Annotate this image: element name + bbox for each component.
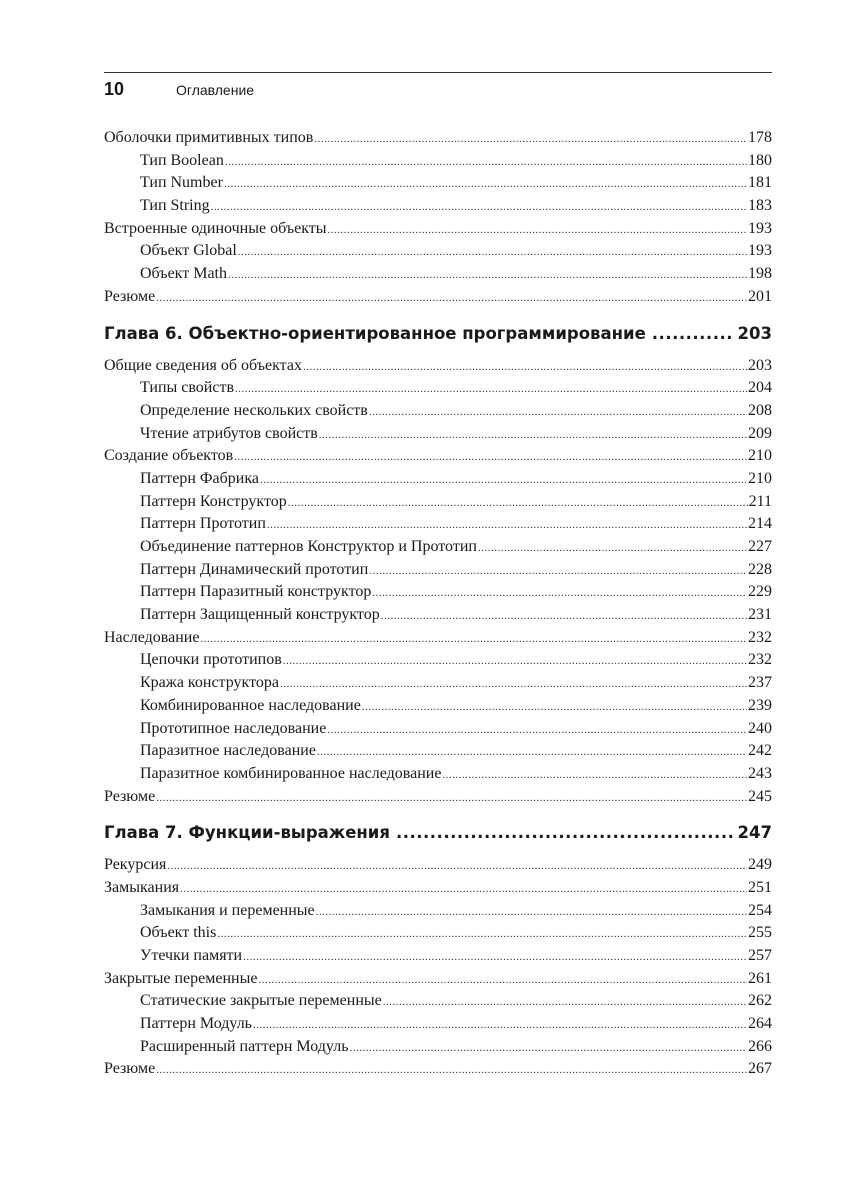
toc-entry-title: Статические закрытые переменные <box>140 992 382 1010</box>
toc-entry-page: 266 <box>748 1037 772 1055</box>
dot-leader <box>235 378 747 401</box>
dot-leader <box>381 605 747 628</box>
toc-entry-page: 211 <box>748 492 772 510</box>
toc-entry-title: Цепочки прототипов <box>140 651 282 669</box>
toc-entry-page: 243 <box>748 764 772 782</box>
toc-entry-title: Замыкания и переменные <box>140 901 315 919</box>
dot-leader <box>217 923 747 946</box>
toc-entry-page: 232 <box>748 628 772 646</box>
dot-leader <box>267 514 747 537</box>
toc-entry-title: Чтение атрибутов свойств <box>140 424 318 442</box>
toc-entry-page: 240 <box>748 719 772 737</box>
toc-entry[interactable] <box>104 150 772 173</box>
toc-entry[interactable] <box>104 672 772 695</box>
toc-entry[interactable] <box>104 263 772 286</box>
toc-entry-page: 242 <box>748 742 772 760</box>
toc-entry-page: 209 <box>748 424 772 442</box>
toc-entry-page: 249 <box>748 856 772 874</box>
toc-entry-title: Объединение паттернов Конструктор и Прототип <box>140 538 477 555</box>
toc-entry[interactable] <box>104 854 772 877</box>
dot-leader <box>478 537 747 560</box>
toc-entry[interactable] <box>104 900 772 923</box>
dot-leader <box>317 741 747 764</box>
dot-leader <box>327 719 747 742</box>
toc-entry[interactable] <box>104 1036 772 1059</box>
dot-leader <box>260 469 747 492</box>
toc-entry-page: 245 <box>748 787 772 805</box>
dot-leader <box>316 901 747 924</box>
toc-chapter-7[interactable] <box>104 818 772 848</box>
toc-entry[interactable] <box>104 649 772 672</box>
toc-entry-page: 203 <box>748 356 772 374</box>
toc-entry-page: 232 <box>748 651 772 669</box>
dot-leader <box>350 1037 747 1060</box>
dot-leader <box>200 628 747 651</box>
dot-leader <box>280 673 747 696</box>
toc-entry[interactable] <box>104 718 772 741</box>
toc-entry-page: 210 <box>748 447 772 465</box>
toc-entry[interactable] <box>104 945 772 968</box>
toc-entry[interactable] <box>104 536 772 559</box>
dot-leader <box>328 219 747 242</box>
toc-entry-page: 229 <box>748 583 772 601</box>
toc-entry-page: 198 <box>748 265 772 283</box>
toc-entry-page: 231 <box>748 606 772 624</box>
toc-entry[interactable] <box>104 627 772 650</box>
toc-entry-title: Утечки памяти <box>140 947 243 964</box>
toc-entry-title: Тип Boolean <box>140 151 224 169</box>
dot-leader <box>211 196 747 219</box>
dot-leader <box>372 582 747 605</box>
toc-entry-title: Закрытые переменные <box>104 969 258 987</box>
toc-entry[interactable] <box>104 877 772 900</box>
toc-entry[interactable] <box>104 491 772 514</box>
toc-entry[interactable] <box>104 468 772 491</box>
chapter-page: 203 <box>737 323 772 343</box>
toc-entry-title: Замыкания <box>104 878 180 896</box>
toc-entry-title: Расширенный паттерн Модуль <box>140 1037 349 1055</box>
toc-entry-title: Прототипное наследование <box>140 719 327 737</box>
dot-leader <box>652 319 734 349</box>
toc-entry-page: 208 <box>748 401 772 419</box>
page-number: 10 <box>104 79 125 99</box>
toc-chapter-6[interactable] <box>104 319 772 349</box>
toc-entry[interactable] <box>104 922 772 945</box>
toc-entry-title: Паттерн Фабрика <box>140 469 259 487</box>
toc-entry-title: Встроенные одиночные объекты <box>104 219 327 237</box>
toc-entry-page: 181 <box>748 174 772 192</box>
toc-entry-page: 239 <box>748 696 772 714</box>
dot-leader <box>180 878 747 901</box>
toc-entry[interactable] <box>104 1013 772 1036</box>
toc-entry-title: Объект this <box>140 924 217 942</box>
toc-entry-page: 257 <box>748 947 772 964</box>
toc-entry-title: Тип Number <box>140 174 223 192</box>
chapter-title: Глава 6. Объектно-ориентированное программирование <box>104 323 646 343</box>
toc-entry-title: Объект Math <box>140 265 227 283</box>
toc-entry[interactable] <box>104 695 772 718</box>
toc-entry-page: 193 <box>748 219 772 237</box>
toc-entry-title: Резюме <box>104 287 156 305</box>
page-header <box>104 72 772 101</box>
chapter-page: 247 <box>737 823 772 843</box>
toc-entry-title: Паразитное комбинированное наследование <box>140 764 442 782</box>
dot-leader <box>369 560 747 583</box>
toc-entry-page: 227 <box>748 538 772 555</box>
toc-entry-title: Рекурсия <box>104 856 167 874</box>
toc-entry[interactable] <box>104 377 772 400</box>
toc-entry-title: Резюме <box>104 1060 156 1078</box>
dot-leader <box>167 855 747 878</box>
dot-leader <box>243 946 747 969</box>
toc-entry-title: Оболочки примитивных типов <box>104 129 314 146</box>
toc-entry-page: 178 <box>748 129 772 146</box>
toc-entry-title: Определение нескольких свойств <box>140 401 368 419</box>
dot-leader <box>156 287 747 310</box>
toc-entry[interactable] <box>104 423 772 446</box>
toc-entry-page: 262 <box>748 992 772 1010</box>
toc-entry[interactable] <box>104 195 772 218</box>
running-title: Оглавление <box>176 82 255 98</box>
dot-leader <box>314 128 747 151</box>
toc-entry-title: Паттерн Паразитный конструктор <box>140 583 372 601</box>
toc-entry-title: Паттерн Прототип <box>140 515 266 533</box>
toc-entry[interactable] <box>104 740 772 763</box>
toc-entry-page: 254 <box>748 901 772 919</box>
toc-entry-page: 183 <box>748 197 772 215</box>
toc-entry-title: Создание объектов <box>104 447 234 465</box>
chapter-title: Глава 7. Функции-выражения <box>104 823 390 843</box>
toc-entry[interactable] <box>104 400 772 423</box>
toc-entry[interactable] <box>104 127 772 150</box>
dot-leader <box>156 787 747 810</box>
toc-entry-title: Паттерн Защищенный конструктор <box>140 606 380 624</box>
toc-entry-title: Тип String <box>140 197 210 215</box>
dot-leader <box>258 969 747 992</box>
toc-entry-page: 267 <box>748 1060 772 1078</box>
toc-entry-page: 261 <box>748 969 772 987</box>
dot-leader <box>442 764 747 787</box>
toc-entry-title: Кража конструктора <box>140 674 279 692</box>
toc-entry-title: Паттерн Модуль <box>140 1015 252 1033</box>
toc-entry[interactable] <box>104 240 772 263</box>
toc-entry-page: 251 <box>748 878 772 896</box>
toc-entry-title: Наследование <box>104 628 200 646</box>
toc-entry-title: Типы свойств <box>140 379 235 397</box>
toc-entry-title: Паразитное наследование <box>140 742 316 760</box>
toc-entry-page: 228 <box>748 560 772 578</box>
dot-leader <box>228 264 747 287</box>
toc-entry-page: 214 <box>748 515 772 533</box>
dot-leader <box>224 173 747 196</box>
toc-entry-page: 255 <box>748 924 772 942</box>
dot-leader <box>225 151 747 174</box>
toc-entry-page: 237 <box>748 674 772 692</box>
dot-leader <box>396 818 734 848</box>
dot-leader <box>238 241 747 264</box>
dot-leader <box>253 1014 747 1037</box>
toc-entry-title: Паттерн Динамический прототип <box>140 560 369 578</box>
toc-entry[interactable] <box>104 286 772 309</box>
toc-entry[interactable] <box>104 1058 772 1081</box>
toc-entry[interactable] <box>104 172 772 195</box>
toc-entry-page: 193 <box>748 242 772 260</box>
dot-leader <box>156 1059 747 1082</box>
toc-entry[interactable] <box>104 786 772 809</box>
toc-entry[interactable] <box>104 968 772 991</box>
toc-entry[interactable] <box>104 604 772 627</box>
toc-entry-page: 210 <box>748 469 772 487</box>
dot-leader <box>383 991 747 1014</box>
toc-entry-title: Общие сведения об объектах <box>104 356 302 374</box>
dot-leader <box>283 650 747 673</box>
toc-entry[interactable] <box>104 763 772 786</box>
toc-entry[interactable] <box>104 445 772 468</box>
dot-leader <box>362 696 747 719</box>
toc-entry-title: Объект Global <box>140 242 237 260</box>
dot-leader <box>319 424 747 447</box>
toc-entry-page: 264 <box>748 1015 772 1033</box>
toc-entry-title: Резюме <box>104 787 156 805</box>
toc-entry[interactable] <box>104 559 772 582</box>
toc-entry[interactable] <box>104 355 772 378</box>
dot-leader <box>288 492 748 515</box>
toc-entry[interactable] <box>104 513 772 536</box>
toc-entry-page: 204 <box>748 379 772 397</box>
toc-entry-page: 201 <box>748 287 772 305</box>
toc-entry-page: 180 <box>748 151 772 169</box>
dot-leader <box>303 356 747 379</box>
dot-leader <box>369 401 747 424</box>
toc-entry-title: Паттерн Конструктор <box>140 492 287 510</box>
toc-entry[interactable] <box>104 581 772 604</box>
toc-entry[interactable] <box>104 990 772 1013</box>
dot-leader <box>234 446 747 469</box>
table-of-contents <box>104 127 772 1081</box>
toc-entry[interactable] <box>104 218 772 241</box>
toc-entry-title: Комбинированное наследование <box>140 696 361 714</box>
